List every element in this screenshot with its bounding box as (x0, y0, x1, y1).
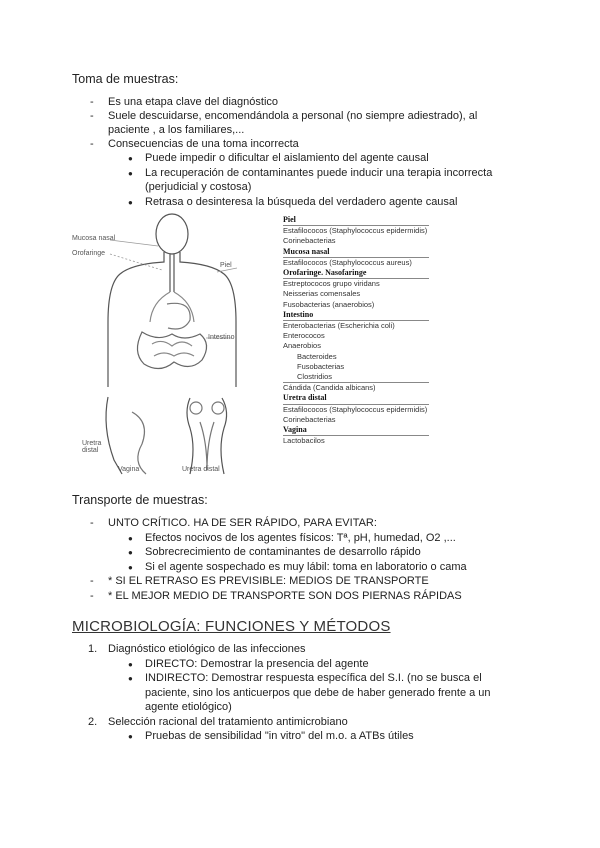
flora-table-row: Lactobacilos (283, 435, 429, 446)
flora-table-row: Enterobacterias (Escherichia coli) (283, 320, 429, 331)
section-heading-transporte: Transporte de muestras: (72, 493, 208, 507)
flora-table-row: Fusobacterias (anaerobios) (283, 299, 375, 309)
flora-table-row: Mucosa nasal (283, 246, 330, 256)
sub-list-item: ● INDIRECTO: Demostrar respuesta específica del S.I. (no se busca el (145, 671, 482, 686)
body-flora-diagram (72, 212, 272, 478)
flora-table-row: Corinebacterias (283, 414, 336, 424)
numbered-item: Diagnóstico etiológico de las infecciones (108, 643, 306, 655)
flora-table-row: Estreptococos grupo viridans (283, 278, 429, 289)
label-mucosa-nasal: Mucosa nasal (72, 235, 116, 242)
flora-table-row: Anaerobios (283, 341, 321, 351)
flora-table-row: Intestino (283, 309, 314, 319)
list-item-continuation: paciente , a los familiares,... (108, 124, 245, 136)
label-intestino: Intestino (208, 334, 235, 341)
flora-table-row: Piel (283, 215, 296, 224)
flora-table-row: Orofaringe. Nasofaringe (283, 268, 367, 278)
flora-table-row: Estafilococos (Staphylococcus epidermidis) (283, 226, 428, 236)
flora-table-row: Cándida (Candida albicans) (283, 382, 429, 393)
flora-table (283, 215, 429, 446)
sub-list-item: ● DIRECTO: Demostrar la presencia del agente (145, 657, 369, 672)
list-item: - Es una etapa clave del diagnóstico (108, 95, 278, 110)
section-heading-toma: Toma de muestras: (72, 72, 179, 86)
sub-list-item-continuation: agente etiológico) (145, 701, 232, 713)
flora-table-row: Corinebacterias (283, 236, 336, 246)
list-number: 1. (88, 643, 98, 655)
sub-list-item-continuation: paciente, sino los anticuerpos que debe de haber generado frente a un (145, 687, 491, 699)
flora-table-row: Estafilococos (Staphylococcus aureus) (283, 257, 429, 268)
flora-table-row: Clostridios (297, 372, 333, 382)
sub-list-item: ● Efectos nocivos de los agentes físicos: Tª, pH, humedad, O2 ,... (145, 531, 456, 546)
list-item: - Consecuencias de una toma incorrecta (108, 137, 299, 152)
sub-list-item: ● Sobrecrecimiento de contaminantes de desarrollo rápido (145, 545, 421, 560)
list-item: - * SI EL RETRASO ES PREVISIBLE: MEDIOS DE TRANSPORTE (108, 574, 429, 589)
list-item: - * EL MEJOR MEDIO DE TRANSPORTE SON DOS PIERNAS RÁPIDAS (108, 589, 462, 604)
list-item: - Suele descuidarse, encomendándola a personal (no siempre adiestrado), al (108, 109, 477, 124)
label-uretra-distal-2: Uretra distal (182, 466, 220, 473)
label-uretra-distal: Uretra distal (82, 440, 102, 454)
flora-table-row: Fusobacterias (297, 361, 345, 371)
flora-table-row: Vagina (283, 425, 307, 435)
numbered-item: Selección racional del tratamiento antimicrobiano (108, 716, 348, 728)
sub-list-item: ● Si el agente sospechado es muy lábil: toma en laboratorio o cama (145, 560, 467, 575)
flora-table-row: Neisserias comensales (283, 289, 361, 299)
label-vagina: Vagina (118, 466, 140, 473)
flora-table-row: Enterococos (283, 331, 325, 341)
sub-list-item: ● La recuperación de contaminantes puede inducir una terapia incorrecta (145, 166, 492, 181)
list-item: - UNTO CRÍTICO. HA DE SER RÁPIDO, PARA EVITAR: (108, 516, 377, 531)
label-orofaringe: Orofaringe (72, 250, 106, 257)
sub-list-item: ● Pruebas de sensibilidad "in vitro" del m.o. a ATBs útiles (145, 729, 414, 744)
flora-table-row: Estafilococos (Staphylococcus epidermidis) (283, 404, 428, 414)
sub-list-item: ● Retrasa o desinteresa la búsqueda del verdadero agente causal (145, 195, 458, 210)
page-title: MICROBIOLOGÍA: FUNCIONES Y MÉTODOS (72, 618, 391, 635)
sub-list-item: ● Puede impedir o dificultar el aislamiento del agente causal (145, 151, 429, 166)
flora-table-row: Uretra distal (283, 393, 327, 403)
label-piel: Piel (220, 262, 232, 269)
sub-list-item-continuation: (perjudicial y costosa) (145, 181, 252, 193)
list-number: 2. (88, 716, 98, 728)
flora-table-row: Bacteroides (297, 351, 337, 361)
